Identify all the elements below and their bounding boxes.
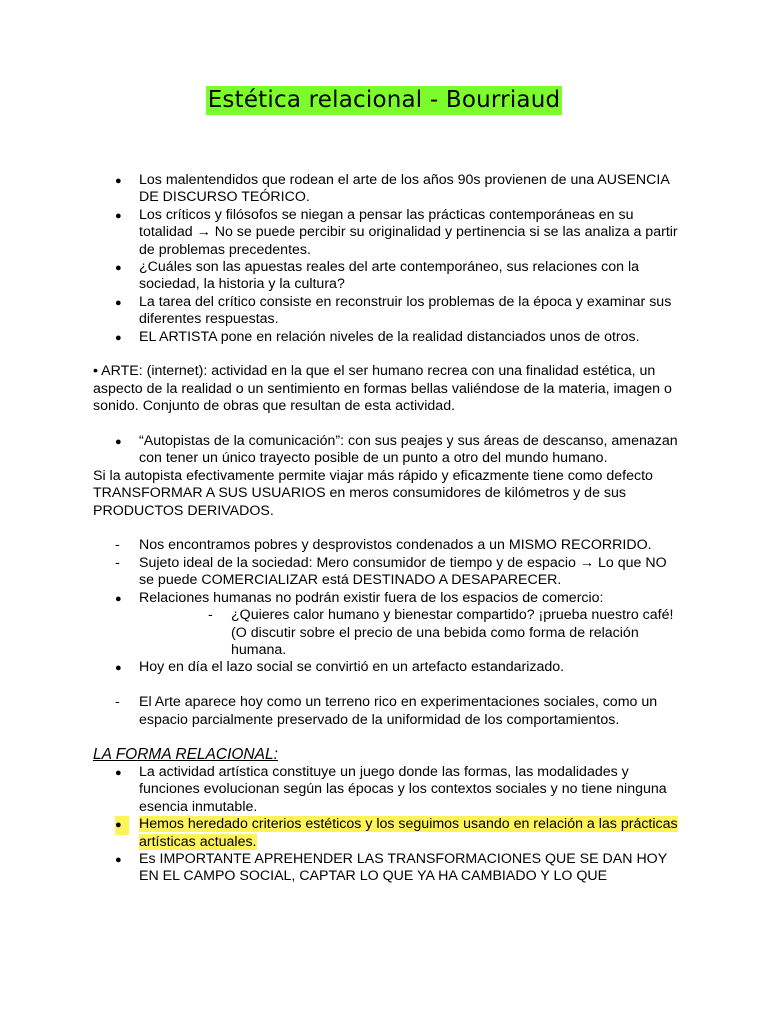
bullet-marker — [115, 259, 129, 277]
list-item-text: La actividad artística constituye un juego donde las formas, las modalidades y funciones evolucionan según las épocas y los contextos sociales y no tiene ninguna esencia inmutable. — [139, 763, 667, 815]
arte-definition-paragraph: • ARTE: (internet): actividad en la que el ser humano recrea con una finalidad estética, un aspecto de la realidad o un sentimiento en formas bellas valiéndose de la materia, imagen o sonido. Conjunto de obras que resultan de esta actividad. — [93, 363, 672, 415]
dash-marker — [115, 555, 129, 572]
list-item — [93, 294, 683, 329]
list-item-text: ¿Cuáles son las apuestas reales del arte contemporáneo, sus relaciones con la sociedad, la historia y la cultura? — [139, 259, 639, 293]
section-heading: LA FORMA RELACIONAL: — [93, 745, 278, 763]
highlighted-text: Hemos heredado criterios estéticos y los seguimos usando en relación a las prácticas artísticas actuales. — [139, 816, 678, 850]
list-item-text: “Autopistas de la comunicación”: con sus peajes y sus áreas de descanso, amenazan con tener un único trayecto posible de un punto a otro del mundo humano. — [139, 433, 678, 467]
list-item-text: Nos encontramos pobres y desprovistos condenados a un MISMO RECORRIDO. — [139, 537, 652, 554]
bullet-marker — [115, 172, 129, 190]
nested-dash-item — [93, 607, 683, 659]
dash-item — [93, 694, 683, 729]
bullet-marker — [115, 851, 129, 869]
list-item-text: La tarea del crítico consiste en reconstruir los problemas de la época y examinar sus diferentes respuestas. — [139, 293, 672, 328]
list-item-text: EL ARTISTA pone en relación niveles de la realidad distanciados unos de otros. — [139, 328, 640, 345]
list-item — [93, 329, 683, 346]
list-item-text: Los críticos y filósofos se niegan a pensar las prácticas contemporáneas en su totalidad → No se puede percibir su originalidad y pertinencia si se las analiza a partir de problemas precedentes. — [139, 206, 678, 258]
bullet-marker — [115, 207, 129, 225]
title-container — [0, 86, 768, 115]
bullet-marker — [115, 329, 129, 347]
list-item — [93, 590, 683, 607]
list-item — [93, 172, 683, 207]
list-item — [93, 659, 683, 676]
bullet-marker — [115, 294, 129, 312]
list-item — [93, 764, 683, 816]
bullet-marker — [115, 816, 129, 834]
list-item — [93, 433, 683, 468]
page-title: Estética relacional - Bourriaud — [207, 87, 561, 113]
dash-item — [93, 555, 683, 590]
dash-item — [93, 537, 683, 554]
list-item-text: Es IMPORTANTE APREHENDER LAS TRANSFORMACIONES QUE SE DAN HOY EN EL CAMPO SOCIAL, CAPTAR LO QUE YA HA CAMBIADO Y LO QUE — [139, 850, 667, 885]
dash-marker — [115, 537, 129, 554]
bullet-marker — [115, 764, 129, 782]
document-body — [93, 172, 683, 886]
list-item-text: Relaciones humanas no podrán existir fuera de los espacios de comercio: — [139, 589, 604, 606]
bullet-marker — [115, 590, 129, 608]
list-item-text: Hoy en día el lazo social se convirtió en un artefacto estandarizado. — [139, 659, 565, 676]
dash-marker — [208, 607, 213, 624]
list-item — [93, 207, 683, 259]
bullet-marker — [115, 433, 129, 451]
list-item — [93, 259, 683, 294]
list-item — [93, 851, 683, 886]
highlighted-list-item — [93, 816, 683, 851]
bullet-marker — [115, 659, 129, 677]
list-item-text: Sujeto ideal de la sociedad: Mero consumidor de tiempo y de espacio → Lo que NO se puede COMERCIALIZAR está DESTINADO A DESAPARECER. — [139, 554, 667, 589]
dash-marker — [115, 694, 129, 711]
list-item-text: El Arte aparece hoy como un terreno rico en experimentaciones sociales, como un espacio parcialmente preservado de la uniformidad de los comportamientos. — [139, 694, 658, 728]
list-item-text: Los malentendidos que rodean el arte de los años 90s provienen de una AUSENCIA DE DISCURSO TEÓRICO. — [139, 172, 670, 206]
list-item-text: ¿Quieres calor humano y bienestar compartido? ¡prueba nuestro café! (O discutir sobre el precio de una bebida como forma de relación humana. — [231, 607, 674, 658]
autopista-paragraph: Si la autopista efectivamente permite viajar más rápido y eficazmente tiene como defecto TRANSFORMAR A SUS USUARIOS en meros consumidores de kilómetros y de sus PRODUCTOS DERIVADOS. — [93, 467, 653, 519]
